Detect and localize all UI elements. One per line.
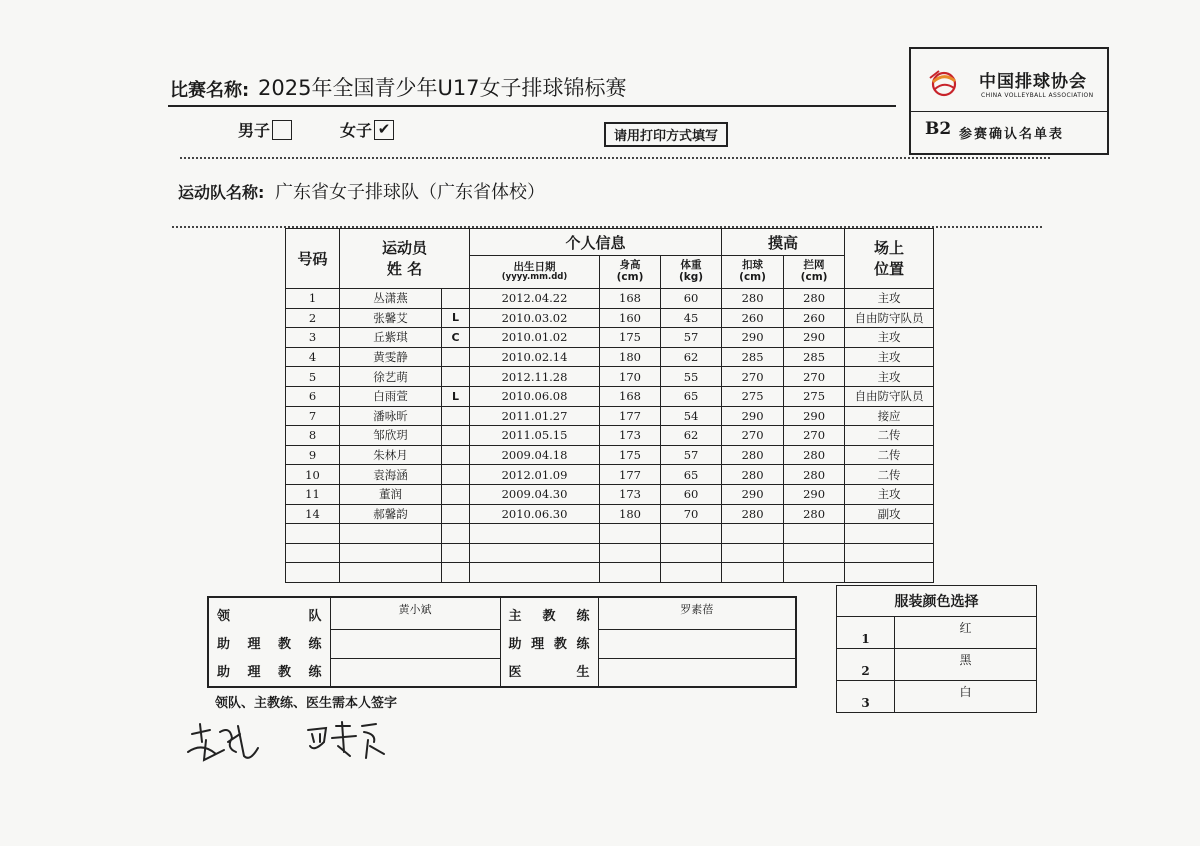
assistant-coach-label: 助 理 教 练: [217, 636, 322, 652]
roster-body: [286, 289, 934, 583]
player-height[interactable]: 170: [600, 367, 661, 387]
player-name[interactable]: 袁海涵: [340, 465, 442, 485]
header-number: 号码: [286, 229, 340, 289]
player-number[interactable]: 3: [286, 328, 340, 348]
header-birth-label: 出生日期: [513, 260, 556, 273]
header-reach: 摸高: [722, 229, 845, 256]
player-birth[interactable]: 2011.01.27: [470, 406, 600, 426]
player-spike-reach[interactable]: 290: [722, 484, 784, 504]
player-name[interactable]: 董润: [340, 484, 442, 504]
empty-cell[interactable]: [722, 563, 784, 583]
empty-cell[interactable]: [784, 543, 845, 563]
player-spike-reach[interactable]: 290: [722, 328, 784, 348]
empty-cell[interactable]: [661, 524, 722, 544]
empty-cell[interactable]: [600, 563, 661, 583]
player-mark[interactable]: [442, 406, 470, 426]
roster-row-empty[interactable]: [286, 543, 934, 563]
player-weight[interactable]: 62: [661, 426, 722, 446]
header-birth-unit: (yyyy.mm.dd): [501, 272, 568, 283]
male-checkbox[interactable]: [272, 120, 292, 140]
player-position[interactable]: 自由防守队员: [845, 386, 934, 406]
player-name[interactable]: 丘紫琪: [340, 328, 442, 348]
empty-cell[interactable]: [340, 563, 442, 583]
player-block-reach[interactable]: 290: [784, 484, 845, 504]
player-mark[interactable]: [442, 445, 470, 465]
player-spike-reach[interactable]: 270: [722, 367, 784, 387]
player-weight[interactable]: 60: [661, 484, 722, 504]
event-name: 2025年全国青少年U17女子排球锦标赛: [258, 76, 627, 100]
player-birth[interactable]: 2010.06.08: [470, 386, 600, 406]
player-name[interactable]: 白雨萱: [340, 386, 442, 406]
empty-cell[interactable]: [845, 543, 934, 563]
player-number[interactable]: 11: [286, 484, 340, 504]
roster-row[interactable]: [286, 504, 934, 524]
player-block-reach[interactable]: 285: [784, 347, 845, 367]
player-mark[interactable]: [442, 367, 470, 387]
player-birth[interactable]: 2010.01.02: [470, 328, 600, 348]
player-height[interactable]: 177: [600, 465, 661, 485]
staff-table: [207, 596, 797, 688]
assistant-coach-label-2: 助 理 教 练: [217, 664, 322, 680]
signature-team-leader: [188, 724, 258, 760]
player-number[interactable]: 8: [286, 426, 340, 446]
player-spike-reach[interactable]: 280: [722, 504, 784, 524]
form-title: 参赛确认名单表: [959, 127, 1065, 142]
roster-row[interactable]: [286, 426, 934, 446]
player-position[interactable]: 接应: [845, 406, 934, 426]
player-block-reach[interactable]: 275: [784, 386, 845, 406]
roster-table: [285, 228, 934, 583]
player-height[interactable]: 173: [600, 484, 661, 504]
player-name[interactable]: 黄雯静: [340, 347, 442, 367]
head-coach-label: 主 教 练: [508, 608, 590, 624]
empty-cell[interactable]: [784, 563, 845, 583]
header-weight-label: 体重: [680, 259, 702, 272]
header-block-unit: (cm): [800, 271, 828, 283]
empty-cell[interactable]: [661, 563, 722, 583]
empty-cell[interactable]: [340, 524, 442, 544]
roster-row[interactable]: [286, 289, 934, 309]
header-athlete-bottom: 姓 名: [386, 259, 423, 278]
empty-cell[interactable]: [340, 543, 442, 563]
team-leader-label: 领 队: [217, 608, 322, 624]
player-height[interactable]: 180: [600, 347, 661, 367]
empty-cell[interactable]: [784, 524, 845, 544]
player-mark[interactable]: L: [442, 386, 470, 406]
player-spike-reach[interactable]: 275: [722, 386, 784, 406]
player-name[interactable]: 潘咏昕: [340, 406, 442, 426]
doctor-label: 医 生: [508, 664, 590, 680]
empty-cell[interactable]: [286, 524, 340, 544]
player-number[interactable]: 14: [286, 504, 340, 524]
roster-row[interactable]: [286, 484, 934, 504]
player-weight[interactable]: 65: [661, 465, 722, 485]
roster-row[interactable]: [286, 386, 934, 406]
dotted-divider-top: [180, 157, 1050, 159]
player-mark[interactable]: [442, 484, 470, 504]
roster-row[interactable]: [286, 445, 934, 465]
header-block: [784, 256, 845, 289]
uniform-color-table: [836, 585, 1037, 713]
player-birth[interactable]: 2011.05.15: [470, 426, 600, 446]
player-height[interactable]: 175: [600, 328, 661, 348]
header-position-top: 场上: [874, 238, 905, 257]
roster-row[interactable]: [286, 308, 934, 328]
player-spike-reach[interactable]: 260: [722, 308, 784, 328]
player-number[interactable]: 1: [286, 289, 340, 309]
player-spike-reach[interactable]: 285: [722, 347, 784, 367]
assistant-coach-value[interactable]: [331, 630, 500, 658]
player-mark[interactable]: [442, 347, 470, 367]
empty-cell[interactable]: [442, 543, 470, 563]
staff-values-right[interactable]: [598, 597, 796, 687]
team-label: 运动队名称:: [178, 183, 265, 202]
player-name[interactable]: 郝馨韵: [340, 504, 442, 524]
empty-cell[interactable]: [442, 524, 470, 544]
header-athlete: [340, 229, 470, 289]
uniform-option-number: 1: [837, 617, 895, 649]
player-number[interactable]: 6: [286, 386, 340, 406]
player-height[interactable]: 173: [600, 426, 661, 446]
player-mark[interactable]: C: [442, 328, 470, 348]
player-position[interactable]: 主攻: [845, 484, 934, 504]
player-block-reach[interactable]: 280: [784, 465, 845, 485]
staff-labels-right: [500, 597, 598, 687]
roster-row[interactable]: [286, 465, 934, 485]
player-number[interactable]: 9: [286, 445, 340, 465]
player-position[interactable]: 二传: [845, 426, 934, 446]
player-number[interactable]: 5: [286, 367, 340, 387]
player-mark[interactable]: [442, 289, 470, 309]
empty-cell[interactable]: [470, 563, 600, 583]
form-code: B2: [925, 119, 952, 139]
player-number[interactable]: 7: [286, 406, 340, 426]
male-label: 男子: [238, 121, 271, 140]
roster-row[interactable]: [286, 406, 934, 426]
player-mark[interactable]: L: [442, 308, 470, 328]
uniform-option[interactable]: [837, 649, 1037, 681]
assistant-coach-label-3: 助 理 教 练: [508, 636, 590, 652]
uniform-option-color[interactable]: 白: [895, 681, 1037, 713]
female-option[interactable]: [340, 118, 394, 141]
header-weight-unit: (kg): [678, 271, 704, 283]
header-spike-label: 扣球: [742, 259, 764, 272]
head-coach-value[interactable]: 罗素蓓: [680, 603, 714, 616]
player-number[interactable]: 4: [286, 347, 340, 367]
player-weight[interactable]: 57: [661, 445, 722, 465]
player-birth[interactable]: 2009.04.30: [470, 484, 600, 504]
player-height[interactable]: 168: [600, 386, 661, 406]
association-name-cn: 中国排球协会: [979, 72, 1087, 92]
player-spike-reach[interactable]: 270: [722, 426, 784, 446]
roster-row[interactable]: [286, 328, 934, 348]
header-position-bottom: 位置: [874, 259, 905, 278]
uniform-color-title: 服装颜色选择: [837, 586, 1037, 617]
signature-note: 领队、主教练、医生需本人签字: [215, 696, 398, 711]
uniform-option-number: 2: [837, 649, 895, 681]
player-name[interactable]: 丛潇燕: [340, 289, 442, 309]
uniform-option-color[interactable]: 黑: [895, 649, 1037, 681]
player-position[interactable]: 副攻: [845, 504, 934, 524]
empty-cell[interactable]: [470, 543, 600, 563]
player-mark[interactable]: [442, 504, 470, 524]
player-weight[interactable]: 70: [661, 504, 722, 524]
player-weight[interactable]: 54: [661, 406, 722, 426]
handwritten-signatures: [180, 712, 400, 772]
empty-cell[interactable]: [845, 524, 934, 544]
assistant-coach-value-2[interactable]: [331, 659, 500, 686]
empty-cell[interactable]: [442, 563, 470, 583]
player-spike-reach[interactable]: 280: [722, 289, 784, 309]
empty-cell[interactable]: [286, 563, 340, 583]
player-position[interactable]: 主攻: [845, 347, 934, 367]
player-position[interactable]: 自由防守队员: [845, 308, 934, 328]
empty-cell[interactable]: [600, 524, 661, 544]
player-height[interactable]: 160: [600, 308, 661, 328]
player-birth[interactable]: 2010.03.02: [470, 308, 600, 328]
player-position[interactable]: 二传: [845, 465, 934, 485]
association-logo-box: [909, 47, 1109, 155]
header-block-label: 拦网: [803, 259, 825, 272]
player-mark[interactable]: [442, 465, 470, 485]
logo-divider: [911, 111, 1107, 112]
player-block-reach[interactable]: 280: [784, 504, 845, 524]
team-leader-value[interactable]: 黄小斌: [398, 603, 432, 616]
uniform-option[interactable]: [837, 617, 1037, 649]
player-weight[interactable]: 55: [661, 367, 722, 387]
header-height-unit: (cm): [616, 271, 644, 283]
assistant-coach-value-3[interactable]: [599, 630, 796, 658]
player-weight[interactable]: 62: [661, 347, 722, 367]
player-position[interactable]: 主攻: [845, 328, 934, 348]
empty-cell[interactable]: [286, 543, 340, 563]
header-weight: [661, 256, 722, 289]
player-weight[interactable]: 60: [661, 289, 722, 309]
player-spike-reach[interactable]: 280: [722, 445, 784, 465]
header-height: [600, 256, 661, 289]
player-name[interactable]: 邹欣玥: [340, 426, 442, 446]
male-option[interactable]: [238, 118, 292, 141]
empty-cell[interactable]: [722, 543, 784, 563]
roster-row-empty[interactable]: [286, 563, 934, 583]
player-block-reach[interactable]: 290: [784, 328, 845, 348]
header-birth: [470, 256, 600, 289]
volleyball-logo-icon: [927, 69, 961, 97]
player-block-reach[interactable]: 280: [784, 289, 845, 309]
player-spike-reach[interactable]: 290: [722, 406, 784, 426]
header-athlete-top: 运动员: [382, 238, 428, 257]
player-spike-reach[interactable]: 280: [722, 465, 784, 485]
player-block-reach[interactable]: 280: [784, 445, 845, 465]
player-position[interactable]: 主攻: [845, 289, 934, 309]
header-spike-unit: (cm): [739, 271, 766, 283]
player-height[interactable]: 175: [600, 445, 661, 465]
uniform-option[interactable]: [837, 681, 1037, 713]
empty-cell[interactable]: [661, 543, 722, 563]
player-position[interactable]: 主攻: [845, 367, 934, 387]
header-position: [845, 229, 934, 289]
player-number[interactable]: 2: [286, 308, 340, 328]
uniform-option-color[interactable]: 红: [895, 617, 1037, 649]
female-checkbox[interactable]: ✔: [374, 120, 394, 140]
empty-cell[interactable]: [600, 543, 661, 563]
roster-row-empty[interactable]: [286, 524, 934, 544]
player-height[interactable]: 168: [600, 289, 661, 309]
staff-labels-left: [208, 597, 330, 687]
signature-head-coach: [308, 722, 384, 758]
player-birth[interactable]: 2009.04.18: [470, 445, 600, 465]
player-block-reach[interactable]: 270: [784, 367, 845, 387]
player-name[interactable]: 徐艺萌: [340, 367, 442, 387]
staff-values-left[interactable]: [330, 597, 500, 687]
player-name[interactable]: 朱林月: [340, 445, 442, 465]
header-personal-info: 个人信息: [470, 229, 722, 256]
player-mark[interactable]: [442, 426, 470, 446]
empty-cell[interactable]: [470, 524, 600, 544]
female-label: 女子: [340, 121, 373, 140]
player-block-reach[interactable]: 270: [784, 426, 845, 446]
header-height-label: 身高: [619, 259, 641, 272]
player-number[interactable]: 10: [286, 465, 340, 485]
doctor-value[interactable]: [599, 659, 796, 686]
empty-cell[interactable]: [845, 563, 934, 583]
roster-row[interactable]: [286, 347, 934, 367]
player-height[interactable]: 177: [600, 406, 661, 426]
roster-row[interactable]: [286, 367, 934, 387]
association-name-en: CHINA VOLLEYBALL ASSOCIATION: [981, 92, 1094, 99]
player-birth[interactable]: 2010.06.30: [470, 504, 600, 524]
player-name[interactable]: 张馨艾: [340, 308, 442, 328]
player-block-reach[interactable]: 290: [784, 406, 845, 426]
player-block-reach[interactable]: 260: [784, 308, 845, 328]
player-birth[interactable]: 2010.02.14: [470, 347, 600, 367]
print-instruction: 请用打印方式填写: [604, 122, 728, 147]
player-position[interactable]: 二传: [845, 445, 934, 465]
header-spike: [722, 256, 784, 289]
player-weight[interactable]: 57: [661, 328, 722, 348]
player-birth[interactable]: 2012.11.28: [470, 367, 600, 387]
uniform-option-number: 3: [837, 681, 895, 713]
player-height[interactable]: 180: [600, 504, 661, 524]
player-birth[interactable]: 2012.01.09: [470, 465, 600, 485]
player-birth[interactable]: 2012.04.22: [470, 289, 600, 309]
empty-cell[interactable]: [722, 524, 784, 544]
player-weight[interactable]: 45: [661, 308, 722, 328]
player-weight[interactable]: 65: [661, 386, 722, 406]
team-name: 广东省女子排球队（广东省体校）: [275, 182, 545, 203]
event-label: 比赛名称:: [170, 80, 250, 101]
